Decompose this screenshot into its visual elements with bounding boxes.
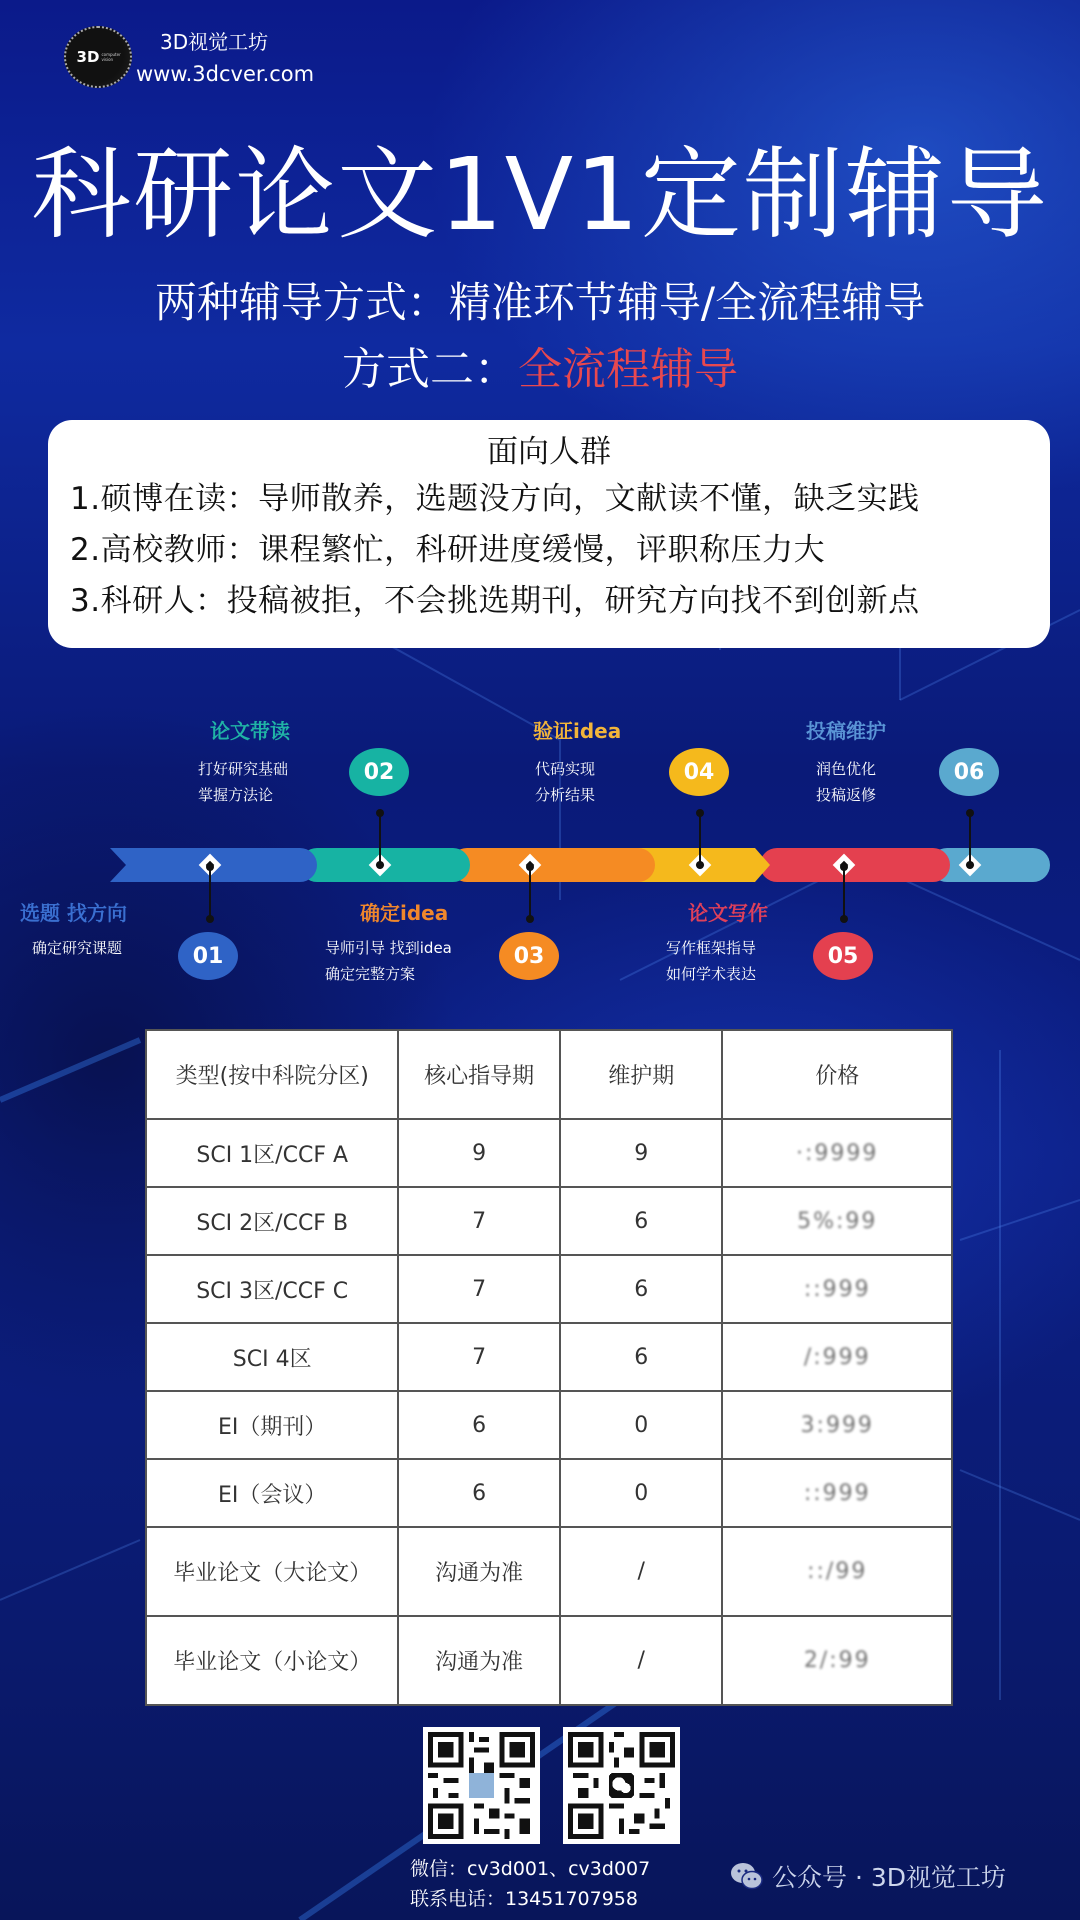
table-row [146,1459,952,1527]
step-03-desc-1: 导师引导 找到idea [325,939,452,957]
audience-title: 面向人群 [487,434,611,470]
cell-maint: 6 [560,1255,723,1323]
cell-price: ::/99 [722,1527,952,1616]
step-04-desc-2: 分析结果 [535,786,596,804]
step-03-title: 确定idea [360,901,449,925]
step-02-desc-1: 打好研究基础 [198,760,289,778]
step-02-desc-2: 掌握方法论 [198,786,274,804]
table-row [146,1616,952,1705]
cell-type: SCI 2区/CCF B [146,1187,398,1255]
connector-line [969,812,971,866]
mode-prefix: 方式二： [342,344,518,395]
audience-card [48,420,1050,648]
cell-maint: 0 [560,1391,723,1459]
cell-core: 6 [398,1459,560,1527]
cell-price: 5%:99 [722,1187,952,1255]
cell-price: 2/:99 [722,1616,952,1705]
audience-item: 2.高校教师：课程繁忙，科研进度缓慢，评职称压力大 [70,532,826,568]
cell-maint: 6 [560,1187,723,1255]
step-02-badge: 02 [349,748,409,796]
cell-core: 6 [398,1391,560,1459]
timeline-bar [110,848,1050,882]
mode-title [0,342,1080,398]
step-04-badge: 04 [669,748,729,796]
table-row [146,1187,952,1255]
cell-type: SCI 3区/CCF C [146,1255,398,1323]
qr-code-personal[interactable] [423,1727,540,1844]
brand-name: 3D视觉工坊 [160,30,269,54]
header-core-period: 核心指导期 [398,1030,560,1119]
cell-type: 毕业论文（大论文） [146,1527,398,1616]
connector-line [529,866,531,920]
brand-url: www.3dcver.com [136,62,315,86]
audience-item: 3.科研人：投稿被拒，不会挑选期刊，研究方向找不到创新点 [70,583,920,619]
cell-type: SCI 4区 [146,1323,398,1391]
logo-subtext: computer vision [101,52,121,62]
qr-code-icon [428,1732,535,1839]
brand-logo [64,26,132,88]
cell-maint: / [560,1527,723,1616]
table-row [146,1119,952,1187]
cell-type: SCI 1区/CCF A [146,1119,398,1187]
audience-item: 1.硕博在读：导师散养，选题没方向，文献读不懂，缺乏实践 [70,481,920,517]
cell-price: /:999 [722,1323,952,1391]
step-06-desc-1: 润色优化 [816,760,877,778]
cell-maint: 9 [560,1119,723,1187]
table-row [146,1391,952,1459]
cell-price: ·:9999 [722,1119,952,1187]
step-04-title: 验证idea [533,719,622,743]
page-title: 科研论文1V1定制辅导 [31,136,1049,253]
qr-code-wechat[interactable] [563,1727,680,1844]
cell-maint: / [560,1616,723,1705]
cell-core: 沟通为准 [398,1616,560,1705]
logo-3d-text: 3D [76,48,100,66]
step-04-desc-1: 代码实现 [535,760,596,778]
cell-price: 3:999 [722,1391,952,1459]
header-type: 类型(按中科院分区) [146,1030,398,1119]
step-01-badge: 01 [178,932,238,980]
wechat-icon [730,1861,764,1891]
step-05-desc-2: 如何学术表达 [666,965,757,983]
step-05-title: 论文写作 [688,901,768,925]
step-06-badge: 06 [939,748,999,796]
step-06-desc-2: 投稿返修 [816,786,877,804]
cell-type: EI（会议） [146,1459,398,1527]
cell-core: 7 [398,1323,560,1391]
cell-price: ::999 [722,1255,952,1323]
header-maintenance-period: 维护期 [560,1030,723,1119]
step-03-desc-2: 确定完整方案 [325,965,416,983]
cell-type: EI（期刊） [146,1391,398,1459]
pricing-table [145,1029,953,1706]
step-03-badge: 03 [499,932,559,980]
official-account-name: 公众号 · 3D视觉工坊 [772,1863,1006,1892]
table-row [146,1323,952,1391]
connector-line [379,812,381,866]
header-price: 价格 [722,1030,952,1119]
step-02-title: 论文带读 [210,719,290,743]
qr-code-icon [568,1732,675,1839]
step-05-badge: 05 [813,932,873,980]
table-row [146,1527,952,1616]
cell-maint: 0 [560,1459,723,1527]
subtitle: 两种辅导方式：精准环节辅导/全流程辅导 [154,278,926,327]
connector-line [699,812,701,866]
mode-highlight: 全流程辅导 [518,344,738,395]
connector-line [209,866,211,920]
official-account-tag [730,1858,1006,1894]
connector-line [843,866,845,920]
table-header-row [146,1030,952,1119]
cell-core: 7 [398,1187,560,1255]
cell-type: 毕业论文（小论文） [146,1616,398,1705]
cell-core: 9 [398,1119,560,1187]
step-05-desc-1: 写作框架指导 [666,939,757,957]
step-06-title: 投稿维护 [806,719,886,743]
cell-price: ::999 [722,1459,952,1527]
cell-core: 沟通为准 [398,1527,560,1616]
table-row [146,1255,952,1323]
step-01-title: 选题 找方向 [20,901,127,925]
contact-phone: 联系电话：13451707958 [410,1888,638,1910]
cell-core: 7 [398,1255,560,1323]
step-01-desc: 确定研究课题 [32,939,123,957]
wechat-ids: 微信：cv3d001、cv3d007 [410,1858,651,1880]
cell-maint: 6 [560,1323,723,1391]
